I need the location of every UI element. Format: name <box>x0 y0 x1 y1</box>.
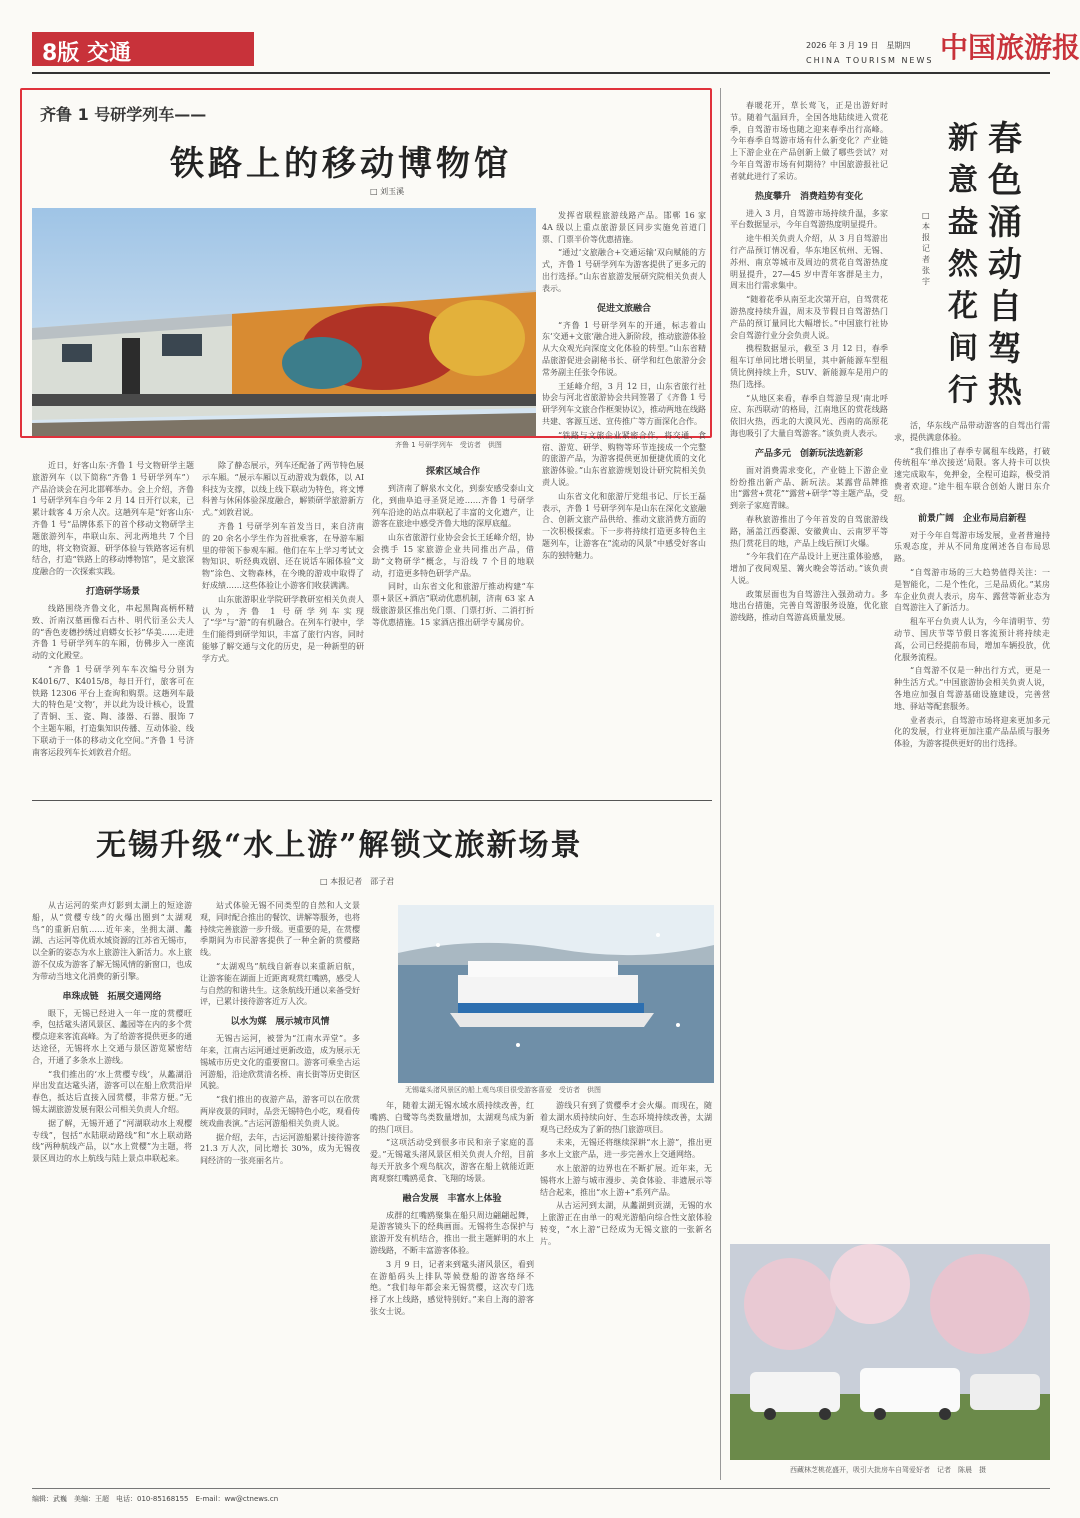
paragraph: 山东省旅游行业协会会长王延峰介绍，协会携手 15 家旅游企业共同推出产品，借助“文物研学”概念，与沿线 7 个目的地联动，打造更多特色研学产品。 <box>372 533 534 578</box>
paragraph: 线路围绕齐鲁文化，串起黑陶高柄杯精致、沂南汉墓画像石古朴、明代衍圣公夫人的“香色麦穗抄绣过肩蟒女长衫”华美……走进齐鲁 1 号研学列车的车厢，仿佛步入一座流动的文化殿堂。 <box>32 603 194 661</box>
article1-column-2 <box>202 460 364 790</box>
paragraph: “铁路与文旅企业紧密合作，将交通、食宿、游览、研学、购物等环节连接成一个完整的旅游产品，为游客提供更加便捷优质的文化旅游体验。”山东省旅游规划设计研究院相关负责人说。 <box>542 430 706 487</box>
article3-subhead-3: 产品多元 创新玩法选新彩 <box>754 448 863 459</box>
paragraph: “自驾游市场的三大趋势值得关注：一是智能化，二是个性化，三是品质化。”某房车企业负责人表示，房车、露营等新业态为自驾游注入了新活力。 <box>894 567 1050 613</box>
masthead-logo: 中国旅游报 <box>940 31 1080 64</box>
paragraph: “自驾游不仅是一种出行方式，更是一种生活方式。”中国旅游协会相关负责人说，各地应加强自驾游基础设施建设，完善营地、驿站等配套服务。 <box>894 666 1050 711</box>
paragraph: 齐鲁 1 号研学列车首发当日，来自济南的 20 余名小学生作为首批乘客，在导游车厢里的带领下参观车厢。他们在车上学习考试文物知识、听经典戏剧、还在说话车厢体验“文物”涂色、文物森林，在今晚的游戏中取得了好成绩……这些体验让小游客们收获满满。 <box>202 521 364 590</box>
paragraph: 除了静态展示，列车还配备了两节特色展示车厢。“展示车厢以互动游戏为载体，以 AI 科技为支撑，以线上线下联动为特色，将文博科普与休闲体验深度融合，解锁研学旅游新方式。”刘敦君说。 <box>202 461 364 518</box>
article3-title-line-2: 新意盎然花间行 <box>948 121 978 408</box>
paragraph: “我们推出的夜游产品，游客可以在欣赏两岸夜景的同时，品尝无锡特色小吃，观看传统戏曲表演。”古运河游船相关负责人说。 <box>200 1095 360 1128</box>
article1-kicker: 齐鲁 1 号研学列车—— <box>40 105 207 124</box>
paragraph: “齐鲁 1 号研学列车的开通，标志着山东‘交通+文旅’融合进入新阶段，推动旅游体验从大众观光向深度文化体验的转型。”山东省精品旅游促进会副秘书长、研学和红色旅游分会常务副主任张令伟说。 <box>542 320 706 377</box>
article2-subhead-2: 以水为媒 展示城市风情 <box>230 1017 330 1028</box>
paragraph: 同时，山东省文化和旅游厅推动构建“车票+景区+酒店”联动优惠机制，济南 63 家 A 级旅游景区推出免门票、门票打折、二消打折等优惠措施。15 家酒店推出研学专属房价。 <box>372 582 534 627</box>
paragraph: 无锡古运河，被誉为“江南水弄堂”。多年来，江南古运河通过更新改造，成为展示无锡城市历史文化的重要窗口。游客可乘坐古运河游船，沿途欣赏清名桥、南长街等历史街区风貌。 <box>200 1034 360 1091</box>
article3-column-2 <box>894 420 1050 1236</box>
article-divider <box>32 800 712 801</box>
paragraph: 到济南了解泉水文化，到泰安感受泰山文化，到曲阜追寻圣贤足迹……齐鲁 1 号研学列车沿途的站点串联起了丰富的文化遗产，让游客在旅途中感受齐鲁大地的深厚底蕴。 <box>372 484 534 529</box>
article1-photo-caption: 齐鲁 1 号研学列车 受访者 供图 <box>395 441 502 449</box>
header-rule <box>32 72 1050 74</box>
article1-subhead-2: 探索区域合作 <box>425 467 480 477</box>
article3-photo-caption: 西藏林芝桃花盛开，吸引大批房车自驾爱好者 记者 陈晨 摄 <box>790 1466 986 1474</box>
boat-illustration <box>398 905 714 1083</box>
paragraph: 进入 3 月，自驾游市场持续升温，多家平台数据显示，今年自驾游热度明显提升。 <box>730 208 888 230</box>
article1-column-3 <box>372 460 534 790</box>
paragraph: 从古运河到太湖，从蠡湖到贡湖，无锡的水上旅游正在由单一的观光游船向综合性文旅体验转变，“水上游”已经成为无锡文旅的一张新名片。 <box>540 1201 712 1246</box>
article2-photo-caption: 无锡鼋头渚风景区的船上观鸟项目很受游客喜爱 受访者 供图 <box>405 1086 601 1094</box>
paragraph: 山东旅游职业学院研学教研室相关负责人认为，齐鲁 1 号研学列车实现了“学”与“游”的有机融合。在列车行驶中，学生们能得到研学知识，丰富了旅行内容，同时能够了解交通与文化的历史，是一种新型的研学方式。 <box>202 594 364 663</box>
article2-column-2 <box>200 900 360 1476</box>
paragraph: “我们推出的‘水上赏樱专线’，从蠡湖沿岸出发直达鼋头渚，游客可以在船上欣赏沿岸春色，抵达后直接入园赏樱，非常方便。”无锡太湖旅游发展有限公司相关负责人介绍。 <box>32 1069 192 1114</box>
paragraph: 年，随着太湖无锡水域水质持续改善，红嘴鸥、白鹭等鸟类数量增加，太湖观鸟成为新的热门项目。 <box>370 1101 534 1134</box>
paragraph: “齐鲁 1 号研学列车车次编号分别为 K4016/7、K4015/8，每日开行，旅客可在铁路 12306 平台上查询和购票。这趟列车最大的特色是‘文物’，并以此为设计核心，设置了青铜、玉、瓷、陶、漆器、石器、服饰 7 个主题车厢，打造集知识传播、互动体验、线下联动于一体的移动文化空间。”齐鲁 1 号济南客运段列车长刘敦君介绍。 <box>32 664 194 757</box>
article2-byline: □ 本报记者 邵子君 <box>320 877 395 886</box>
cruise-boat-photo <box>398 905 714 1083</box>
paragraph: “从地区来看，春季自驾游呈现‘南北呼应、东西联动’的格局，江南地区的赏花线路依旧火热，西北的大漠风光、西南的高原花海也吸引了大量自驾游客。”该负责人表示。 <box>730 393 888 438</box>
paragraph: 春秋旅游推出了今年首发的自驾旅游线路，涵盖江西婺源、安徽黄山、云南罗平等热门赏花目的地，产品上线后预订火爆。 <box>730 514 888 548</box>
paragraph: 山东省文化和旅游厅党组书记、厅长王磊表示，齐鲁 1 号研学列车是山东在深化文旅融合、创新文旅产品供给、推动文旅消费方面的一次积极探索。下一步将持续打造更多特色主题列车，让游客在“流动的风景”中感受好客山东的独特魅力。 <box>542 491 706 560</box>
rv-illustration <box>730 1244 1050 1460</box>
paragraph: 未来，无锡还将继续深耕“水上游”，推出更多水上文旅产品，进一步完善水上交通网络。 <box>540 1138 712 1160</box>
paragraph: 业者表示，自驾游市场将迎来更加多元化的发展，行业将更加注重产品品质与服务体验，为游客提供更好的出行选择。 <box>894 715 1050 749</box>
article3-subhead-1: 热度攀升 消费趋势有变化 <box>754 191 863 202</box>
paragraph: 活，华东线产品带动游客的自驾出行需求，提供满意体验。 <box>894 421 1050 442</box>
paragraph: “随着花季从南至北次第开启，自驾赏花游热度持续升温，周末及节假日自驾游热门产品的预订量同比大幅增长。”中国旅行社协会自驾游行业分会负责人说。 <box>730 295 888 340</box>
paragraph: 眼下，无锡已经进入一年一度的赏樱旺季，包括鼋头渚风景区、蠡园等在内的多个赏樱点迎来客流高峰。为了给游客提供更多的通达途径，无锡将水上交通与景区游览紧密结合，开通了多条水上游线。 <box>32 1008 192 1065</box>
paragraph: 春暖花开，草长莺飞，正是出游好时节。随着气温回升，全国各地陆续进入赏花季，自驾游市场也随之迎来春季出行高峰。今年春季自驾游市场有什么新变化？产业链上下游企业在产品创新上做了哪些尝试？对今年自驾游市场有何期待？中国旅游报社记者就此进行了采访。 <box>730 101 888 181</box>
paragraph: “今年我们在产品设计上更注重体验感，增加了夜间观星、篝火晚会等活动。”该负责人说。 <box>730 552 888 585</box>
section-tag: 8版 交通 <box>32 32 254 66</box>
paragraph: 租车平台负责人认为，今年清明节、劳动节、国庆节等节假日客流预计将持续走高，公司已经提前布局，增加车辆投放，优化服务流程。 <box>894 617 1050 662</box>
article2-column-4 <box>540 1100 712 1476</box>
article2-column-1 <box>32 900 192 1476</box>
paragraph: 3 月 9 日，记者来到鼋头渚风景区，看到在游船码头上排队等候登船的游客络绎不绝。“我们每年都会来无锡赏樱，这次专门选择了水上线路，感觉特别好。”来自上海的游客张女士说。 <box>370 1259 534 1316</box>
paragraph: 水上旅游的边界也在不断扩展。近年来，无锡将水上游与城市漫步、美食体验、非遗展示等结合起来，推出“水上游+”系列产品。 <box>540 1163 712 1197</box>
issue-date-en: CHINA TOURISM NEWS <box>806 56 934 65</box>
paragraph: 王延峰介绍，3 月 12 日，山东省旅行社协会与河北省旅游协会共同签署了《齐鲁 1 号研学列车文旅合作框架协议》，推动两地在线路共建、客源互送、宣传推广等方面深化合作。 <box>542 381 706 426</box>
article1-byline: □ 刘玉溪 <box>370 187 405 196</box>
paragraph: “这项活动受到很多市民和亲子家庭的喜爱。”无锡鼋头渚风景区相关负责人介绍，目前每天开放多个观鸟航次，游客在船上就能近距离观察红嘴鸥觅食、飞翔的场景。 <box>370 1138 534 1183</box>
article2-subhead-3: 融合发展 丰富水上体验 <box>402 1193 502 1204</box>
column-separator <box>720 88 721 1480</box>
paragraph: 携程数据显示，截至 3 月 12 日，春季租车订单同比增长明显，其中新能源车型租赁比例持续上升，SUV、新能源车是用户的热门选择。 <box>730 344 888 389</box>
paragraph: 对于今年自驾游市场发展，业者普遍持乐观态度，并从不同角度阐述各自布局思路。 <box>894 530 1050 564</box>
article1-column-4 <box>542 210 706 560</box>
article2-title: 无锡升级“水上游”解锁文旅新场景 <box>96 828 583 863</box>
paragraph: 据了解，无锡开通了“河湖联动水上观樱专线”，包括“水陆联动路线”和“水上联动路线”两种航线产品，以“水上赏樱”为主题，将景区周边的水上航线与陆上景点串联起来。 <box>32 1118 192 1164</box>
article3-subhead-2: 前景广阔 企业布局启新程 <box>917 513 1026 524</box>
paragraph: 成群的红嘴鸥聚集在船只周边翩翩起舞，是游客镜头下的经典画面。无锡将生态保护与旅游开发有机结合，推出一批主题鲜明的水上游线路，不断丰富游客体验。 <box>370 1210 534 1255</box>
article3-column-1 <box>730 100 888 1236</box>
rv-blossom-photo <box>730 1244 1050 1460</box>
footer-rule <box>32 1488 1050 1489</box>
paragraph: 途牛相关负责人介绍，从 3 月自驾游出行产品预订情况看，华东地区杭州、无锡、苏州、南京等城市及周边的赏花自驾游热度明显提升，27—45 岁中青年客群是主力，周末出行需求集中。 <box>730 234 888 291</box>
article2-column-3 <box>370 1100 534 1476</box>
article2-subhead-1: 串珠成链 拓展交通网络 <box>62 991 162 1002</box>
train-illustration <box>32 208 536 436</box>
paragraph: 政策层面也为自驾游注入强劲动力。多地出台措施，完善自驾游服务设施，优化旅游线路，推动自驾游高质量发展。 <box>730 589 888 623</box>
article1-subhead-3: 促进文旅融合 <box>596 303 651 314</box>
paragraph: 发挥省联程旅游线路产品。邯郸 16 家 4A 级以上重点旅游景区同步实施免首道门票、门票半价等优惠措施。 <box>542 211 706 244</box>
paragraph: 从古运河的桨声灯影到太湖上的短途游船，从“赏樱专线”的火爆出圈到“太湖观鸟”的重新启航……近年来，坐拥太湖、蠡湖、古运河等优质水域资源的江苏省无锡市，以全新的姿态为水上旅游注入新活力。水上旅游不仅成为游客了解无锡风情的新窗口，也成为带动当地文化消费的新引擎。 <box>32 901 192 981</box>
paragraph: 据介绍，去年，古运河游船累计接待游客 21.3 万人次，同比增长 30%，成为无锡夜间经济的一张亮丽名片。 <box>200 1132 360 1166</box>
article1-title: 铁路上的移动博物馆 <box>170 144 512 184</box>
paragraph: 站式体验无锡不同类型的自然和人文景观，同时配合推出的餐饮、讲解等服务，也将持续完善旅游一步升级。更重要的是，在赏樱季期间为市民游客提供了一种全新的赏樱路线。 <box>200 901 360 958</box>
article3-byline: □ 本报记者 张宇 <box>922 211 938 286</box>
issue-date: 2026 年 3 月 19 日 星期四 <box>806 41 911 50</box>
article1-subhead-1: 打造研学场景 <box>85 586 140 597</box>
paragraph: “太湖观鸟”航线自新春以来重新启航，让游客能在湖面上近距离观赏红嘴鸥，感受人与自然的和谐共生。这条航线开通以来备受好评，已累计接待游客近万人次。 <box>200 961 360 1007</box>
footer-credits: 编辑：武巍 美编：王超 电话：010-85168155 E-mail：ww@ctnews.cn <box>32 1495 279 1503</box>
article3-title-line-1: 春色涌动自驾热 <box>988 119 1022 411</box>
paragraph: “通过‘文旅融合+交通运输’双向赋能的方式，齐鲁 1 号研学列车为游客提供了更多元的出行选择。”山东省旅游发展研究院相关负责人表示。 <box>542 248 706 293</box>
article1-column-1 <box>32 460 194 790</box>
train-photo <box>32 208 536 436</box>
paragraph: 游线只有到了赏樱季才会火爆。而现在，随着太湖水质持续向好、生态环境持续改善，太湖观鸟已经成为了新的热门旅游项目。 <box>540 1101 712 1134</box>
paragraph: 近日，好客山东·齐鲁 1 号文物研学主题旅游列车（以下简称“齐鲁 1 号研学列车”）产品洽谈会在河北邯郸举办。会上介绍，齐鲁 1 号研学列车自今年 2 月 14 日开行以来，已累计载客 4 万余人次。这趟列车是“好客山东·齐鲁 1 号”品牌体系下的首个移动文物研学主题旅游列车，串联山东、河北两地共 7 个目的地，将文物资源、研学体验与铁路客运有机结合，打造“铁路上的移动博物馆”，是文旅深度融合的一次探索实践。 <box>32 461 194 577</box>
paragraph: 面对消费需求变化，产业链上下游企业纷纷推出新产品、新玩法。某露营品牌推出“露营+赏花”“露营+研学”等主题产品，受到亲子家庭青睐。 <box>730 465 888 511</box>
paragraph: “我们推出了春季专属租车线路，打破传统租车‘单次接送’局限。客人持卡可以快速完成取车，免押金，全程可追踪，极受消费者欢迎。”途牛租车联合创始人谢日东介绍。 <box>894 446 1050 503</box>
